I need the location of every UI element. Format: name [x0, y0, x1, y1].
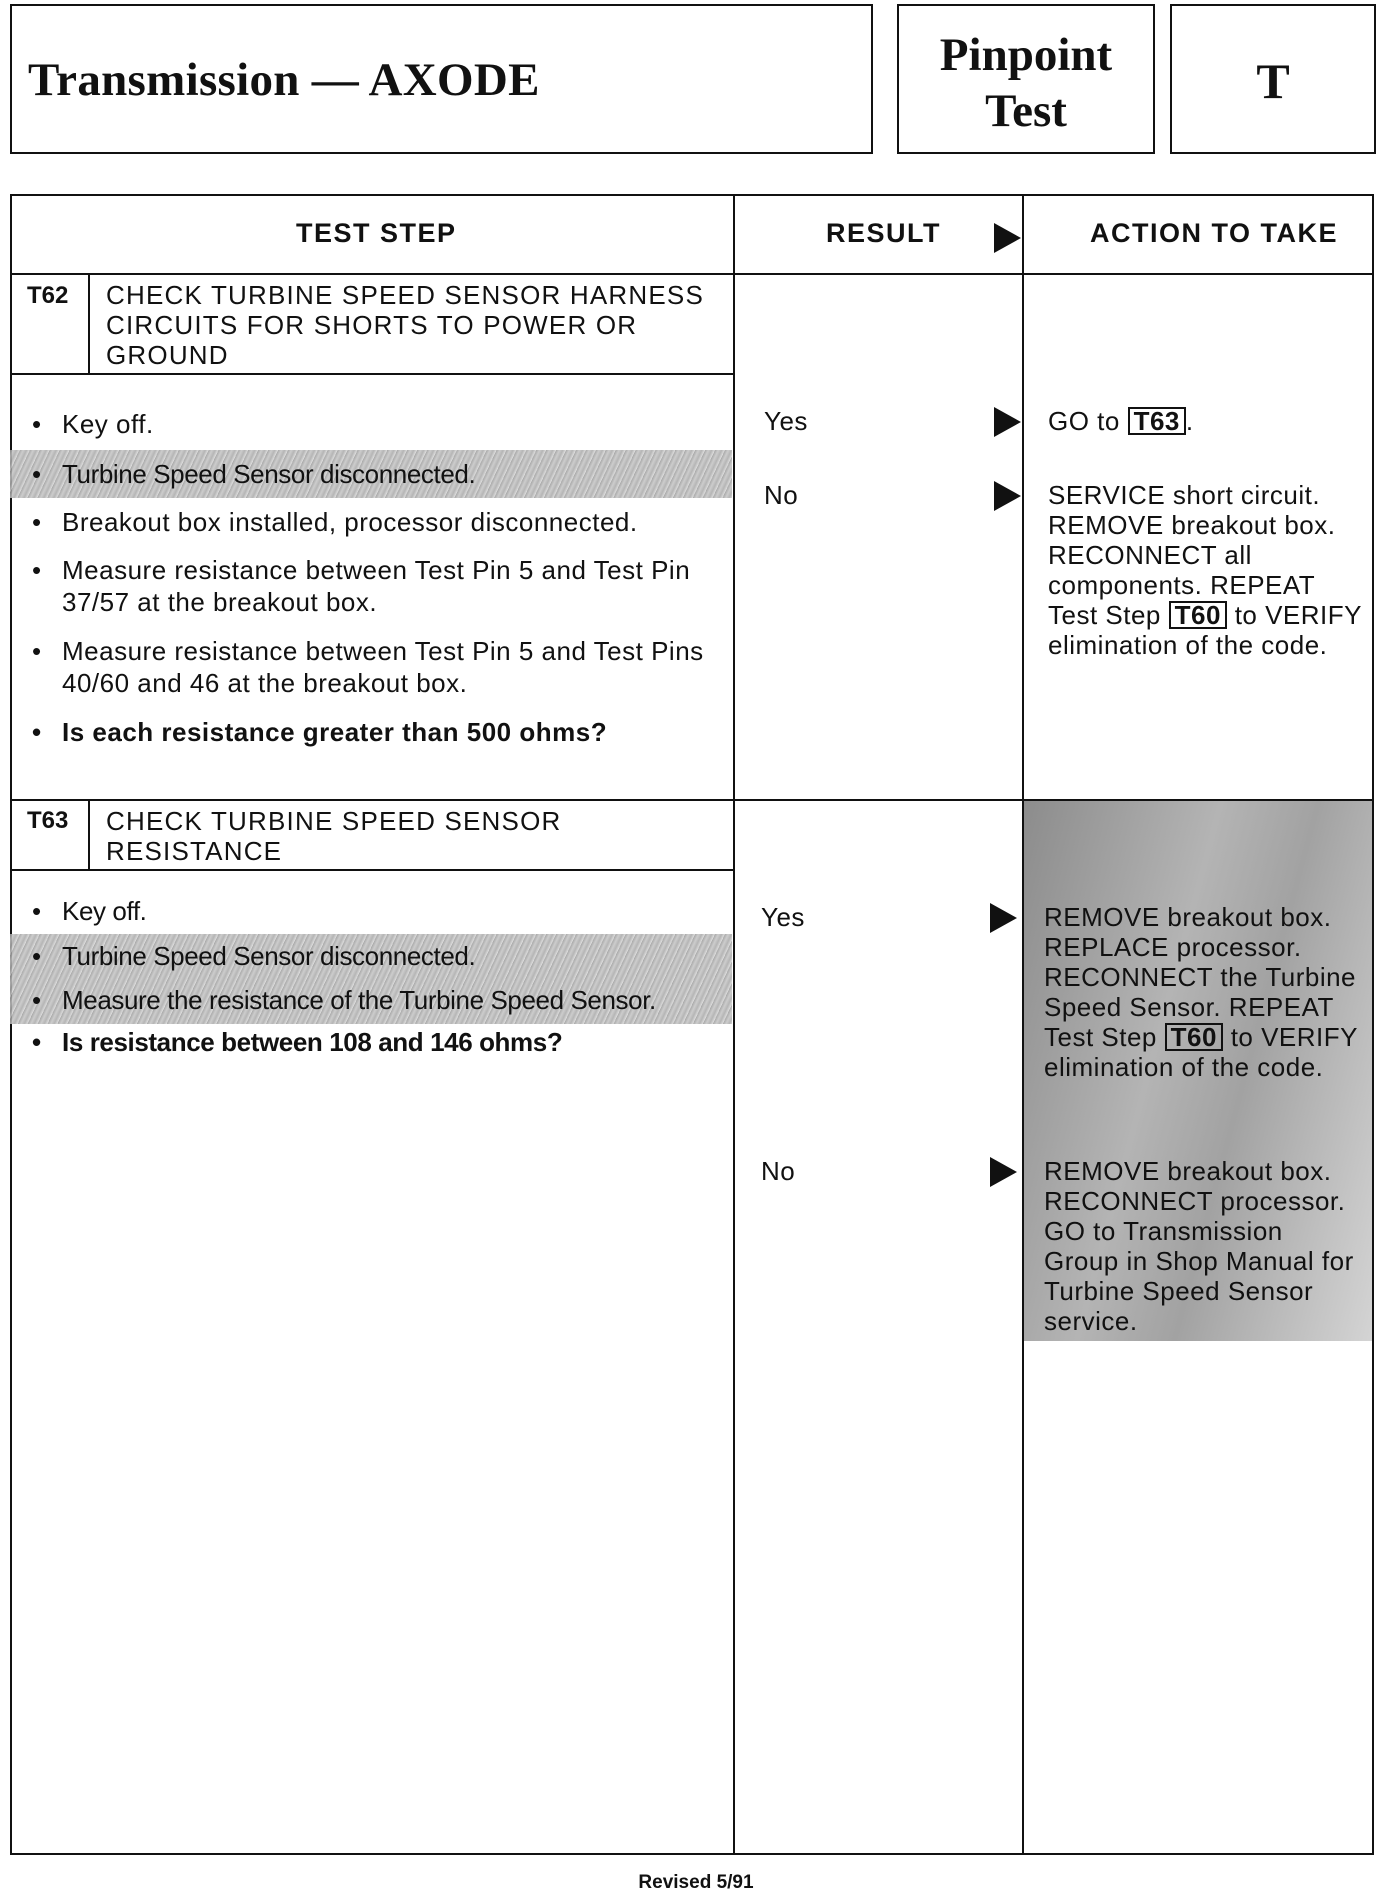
arrow-right-icon: [994, 223, 1021, 253]
step-code: T62: [27, 282, 69, 309]
arrow-right-icon: [990, 1157, 1017, 1187]
arrow-right-icon: [994, 407, 1021, 437]
step-reference: T60: [1165, 1023, 1223, 1051]
page-title: Transmission — AXODE: [28, 54, 540, 106]
result-yes: Yes: [764, 406, 808, 436]
badge-line-1: Pinpoint: [939, 29, 1113, 81]
section-letter: T: [1256, 53, 1290, 109]
title-box: [10, 4, 873, 154]
step-title: CHECK TURBINE SPEED SENSOR HARNESS CIRCUITS FOR SHORTS TO POWER OR GROUND: [106, 280, 704, 370]
pinpoint-test-badge: [897, 4, 1155, 154]
arrow-right-icon: [990, 903, 1017, 933]
step-code: T63: [27, 807, 69, 834]
column-header-result: RESULT: [826, 218, 941, 248]
step-reference: T60: [1169, 601, 1227, 629]
list-item: • Turbine Speed Sensor disconnected.: [32, 459, 476, 489]
step-reference: T63: [1128, 407, 1186, 435]
question-item: • Is each resistance greater than 500 ohms?: [32, 717, 608, 747]
list-item: • Measure resistance between Test Pin 5 and Test Pins 40/60 and 46 at the breakout box.: [32, 636, 704, 698]
result-no: No: [761, 1156, 796, 1186]
action-text: SERVICE short circuit. REMOVE breakout box. RECONNECT all components. REPEAT Test Step T60 to VERIFY elimination of the code.: [1048, 480, 1362, 660]
column-header-test-step: TEST STEP: [296, 218, 457, 248]
action-text: REMOVE breakout box. RECONNECT processor. GO to Transmission Group in Shop Manual for Turbine Speed Sensor service.: [1044, 1156, 1354, 1336]
action-text: GO to T63 .: [1048, 406, 1194, 436]
question-item: • Is resistance between 108 and 146 ohms?: [32, 1027, 563, 1057]
list-item: • Breakout box installed, processor disconnected.: [32, 507, 638, 537]
result-yes: Yes: [761, 902, 805, 932]
list-item: • Turbine Speed Sensor disconnected.: [32, 941, 476, 971]
badge-line-2: Test: [985, 85, 1067, 137]
list-item: • Measure the resistance of the Turbine Speed Sensor.: [32, 985, 656, 1015]
list-item: • Key off.: [32, 896, 147, 926]
list-item: • Measure resistance between Test Pin 5 and Test Pin 37/57 at the breakout box.: [32, 555, 691, 617]
section-badge: [1170, 4, 1376, 154]
revision-footer: Revised 5/91: [638, 1872, 754, 1893]
action-text: REMOVE breakout box. REPLACE processor. RECONNECT the Turbine Speed Sensor. REPEAT Test Step T60 to VERIFY elimination of the code.: [1044, 902, 1358, 1082]
column-header-action: ACTION TO TAKE: [1090, 218, 1338, 248]
result-no: No: [764, 480, 799, 510]
step-title: CHECK TURBINE SPEED SENSOR RESISTANCE: [106, 806, 562, 866]
list-item: • Key off.: [32, 409, 154, 439]
arrow-right-icon: [994, 481, 1021, 511]
